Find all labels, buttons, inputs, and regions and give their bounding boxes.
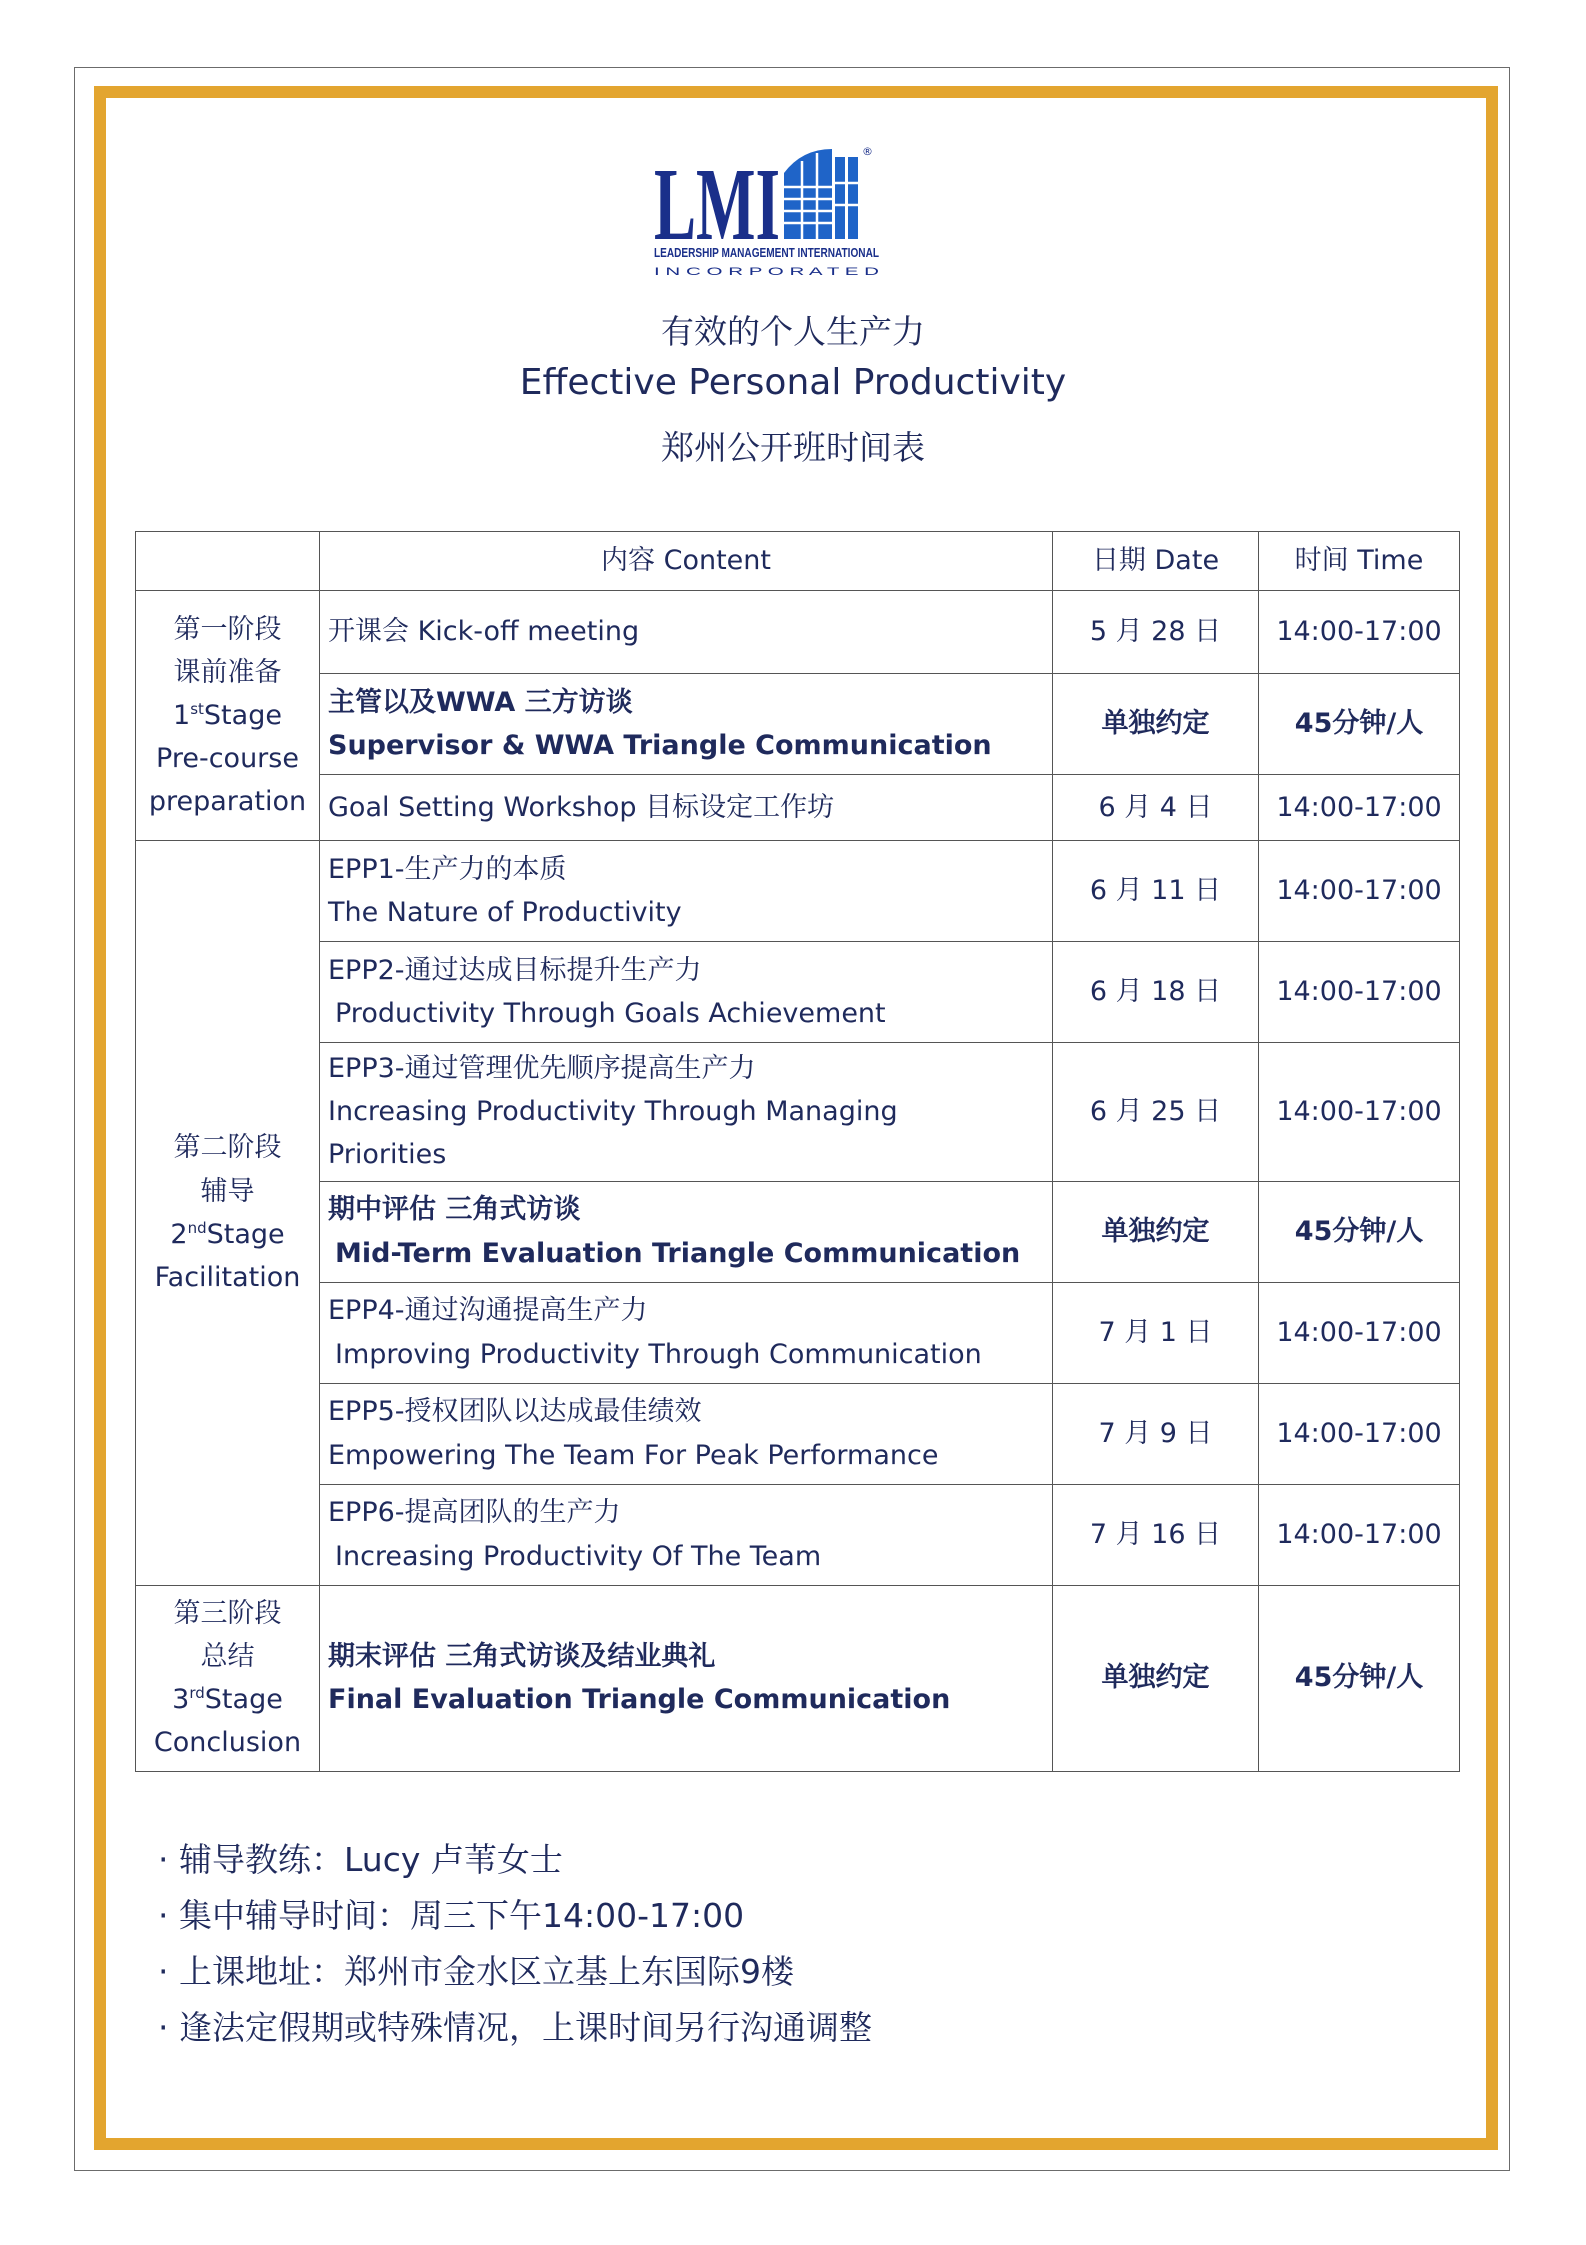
content-cell — [320, 591, 1053, 674]
content-cell — [320, 674, 1053, 775]
stage-zh1: 第一阶段 — [173, 613, 282, 645]
stage-en1: Conclusion — [153, 1727, 302, 1759]
schedule-table — [135, 531, 1460, 1772]
notes-list — [158, 1832, 872, 2056]
stage-sup: nd — [187, 1218, 207, 1237]
content-cell — [320, 1383, 1053, 1484]
content-cell — [320, 1043, 1053, 1182]
table-row — [136, 1282, 1460, 1383]
subtitle: 郑州公开班时间表 — [661, 428, 925, 467]
date-cell: 6 月 18 日 — [1053, 942, 1259, 1043]
content-line2: Final Evaluation Triangle Communication — [328, 1684, 951, 1716]
note-time: · 集中辅导时间：周三下午14:00-17:00 — [158, 1888, 872, 1944]
content-line2: Improving Productivity Through Communication — [335, 1338, 982, 1370]
title-en: Effective Personal Productivity — [519, 362, 1067, 403]
globe-icon — [784, 149, 858, 239]
table-row — [136, 1484, 1460, 1585]
stage-cell-1 — [136, 591, 320, 841]
date-cell: 6 月 25 日 — [1053, 1043, 1259, 1182]
header-content: 内容 Content — [320, 532, 1053, 591]
stage-zh2: 总结 — [200, 1640, 255, 1672]
table-row — [136, 1585, 1460, 1771]
content-cell — [320, 1181, 1053, 1282]
time-cell: 14:00-17:00 — [1259, 841, 1460, 942]
lmi-logo — [652, 143, 882, 283]
content-cell — [320, 1484, 1053, 1585]
date-cell: 单独约定 — [1053, 674, 1259, 775]
content-line1: 开课会 Kick-off meeting — [328, 616, 640, 648]
header-date: 日期 Date — [1053, 532, 1259, 591]
content-line2: Supervisor & WWA Triangle Communication — [328, 730, 992, 761]
content-cell — [320, 1585, 1053, 1771]
stage-zh2: 课前准备 — [173, 656, 282, 688]
time-cell: 14:00-17:00 — [1259, 942, 1460, 1043]
content-line1: Goal Setting Workshop 目标设定工作坊 — [328, 791, 835, 823]
time-cell: 14:00-17:00 — [1259, 1043, 1460, 1182]
stage-sup: st — [190, 699, 204, 718]
stage-zh1: 第二阶段 — [173, 1132, 282, 1164]
stage-word: Stage — [206, 1218, 285, 1250]
table-row — [136, 841, 1460, 942]
date-cell: 单独约定 — [1053, 1181, 1259, 1282]
time-cell: 14:00-17:00 — [1259, 1282, 1460, 1383]
stage-zh2: 辅导 — [200, 1175, 255, 1207]
note-address: · 上课地址：郑州市金水区立基上东国际9楼 — [158, 1944, 872, 2000]
content-line1: EPP5-授权团队以达成最佳绩效 — [328, 1396, 702, 1428]
logo-subtagline: I N C O R P O R A T E D — [654, 266, 880, 278]
content-line1: 期中评估 三角式访谈 — [328, 1194, 581, 1226]
content-cell — [320, 942, 1053, 1043]
content-line1: 期末评估 三角式访谈及结业典礼 — [328, 1640, 716, 1672]
time-cell: 14:00-17:00 — [1259, 1484, 1460, 1585]
stage-num: 3 — [172, 1684, 190, 1716]
table-row — [136, 1181, 1460, 1282]
stage-number — [144, 1678, 311, 1721]
time-cell: 45分钟/人 — [1259, 1585, 1460, 1771]
content-line1: EPP1-生产力的本质 — [328, 853, 567, 885]
date-cell: 单独约定 — [1053, 1585, 1259, 1771]
date-cell: 6 月 11 日 — [1053, 841, 1259, 942]
content-line2: The Nature of Productivity — [328, 897, 682, 928]
stage-number — [144, 1213, 311, 1256]
table-row — [136, 1043, 1460, 1182]
table-row — [136, 674, 1460, 775]
logo-tagline: LEADERSHIP MANAGEMENT INTERNATIONAL — [654, 245, 880, 260]
table-row — [136, 1383, 1460, 1484]
stage-cell-2 — [136, 841, 320, 1586]
content-cell — [320, 1282, 1053, 1383]
stage-word: Stage — [203, 699, 282, 731]
content-line3: Priorities — [328, 1139, 447, 1171]
content-line2: Increasing Productivity Through Managing — [328, 1096, 898, 1128]
date-cell: 7 月 1 日 — [1053, 1282, 1259, 1383]
date-cell: 6 月 4 日 — [1053, 775, 1259, 841]
date-cell: 7 月 9 日 — [1053, 1383, 1259, 1484]
content-line2: Productivity Through Goals Achievement — [335, 998, 886, 1029]
content-line1: EPP4-通过沟通提高生产力 — [328, 1295, 648, 1327]
stage-cell-3 — [136, 1585, 320, 1771]
stage-word: Stage — [204, 1684, 283, 1716]
table-row — [136, 942, 1460, 1043]
header-time: 时间 Time — [1259, 532, 1460, 591]
content-line1: EPP6-提高团队的生产力 — [328, 1497, 621, 1529]
stage-num: 1 — [173, 699, 191, 731]
stage-en2: preparation — [148, 786, 307, 818]
stage-zh1: 第三阶段 — [173, 1597, 282, 1629]
note-coach: · 辅导教练：Lucy 卢苇女士 — [158, 1832, 872, 1888]
content-line2: Mid-Term Evaluation Triangle Communication — [335, 1237, 1021, 1269]
note-holiday: · 逢法定假期或特殊情况，上课时间另行沟通调整 — [158, 2000, 872, 2056]
stage-sup: rd — [189, 1684, 205, 1703]
time-cell: 45分钟/人 — [1259, 674, 1460, 775]
date-cell: 5 月 28 日 — [1053, 591, 1259, 674]
content-line2: Increasing Productivity Of The Team — [335, 1540, 822, 1572]
header-row — [136, 532, 1460, 591]
time-cell: 45分钟/人 — [1259, 1181, 1460, 1282]
content-line2: Empowering The Team For Peak Performance — [328, 1439, 939, 1471]
registered-mark: ® — [862, 145, 873, 158]
content-line1: 主管以及WWA 三方访谈 — [328, 686, 633, 718]
table-row — [136, 775, 1460, 841]
content-cell — [320, 775, 1053, 841]
date-cell: 7 月 16 日 — [1053, 1484, 1259, 1585]
time-cell: 14:00-17:00 — [1259, 775, 1460, 841]
stage-en1: Facilitation — [154, 1261, 301, 1293]
content-line1: EPP2-通过达成目标提升生产力 — [328, 954, 702, 986]
header-stage — [136, 532, 320, 591]
stage-en1: Pre-course — [156, 743, 299, 775]
content-line1: EPP3-通过管理优先顺序提高生产力 — [328, 1053, 756, 1084]
time-cell: 14:00-17:00 — [1259, 591, 1460, 674]
stage-number — [144, 694, 311, 737]
stage-num: 2 — [170, 1218, 188, 1250]
title-zh: 有效的个人生产力 — [661, 312, 925, 351]
logo-wordmark: LMI — [654, 147, 780, 262]
content-cell — [320, 841, 1053, 942]
time-cell: 14:00-17:00 — [1259, 1383, 1460, 1484]
table-row — [136, 591, 1460, 674]
